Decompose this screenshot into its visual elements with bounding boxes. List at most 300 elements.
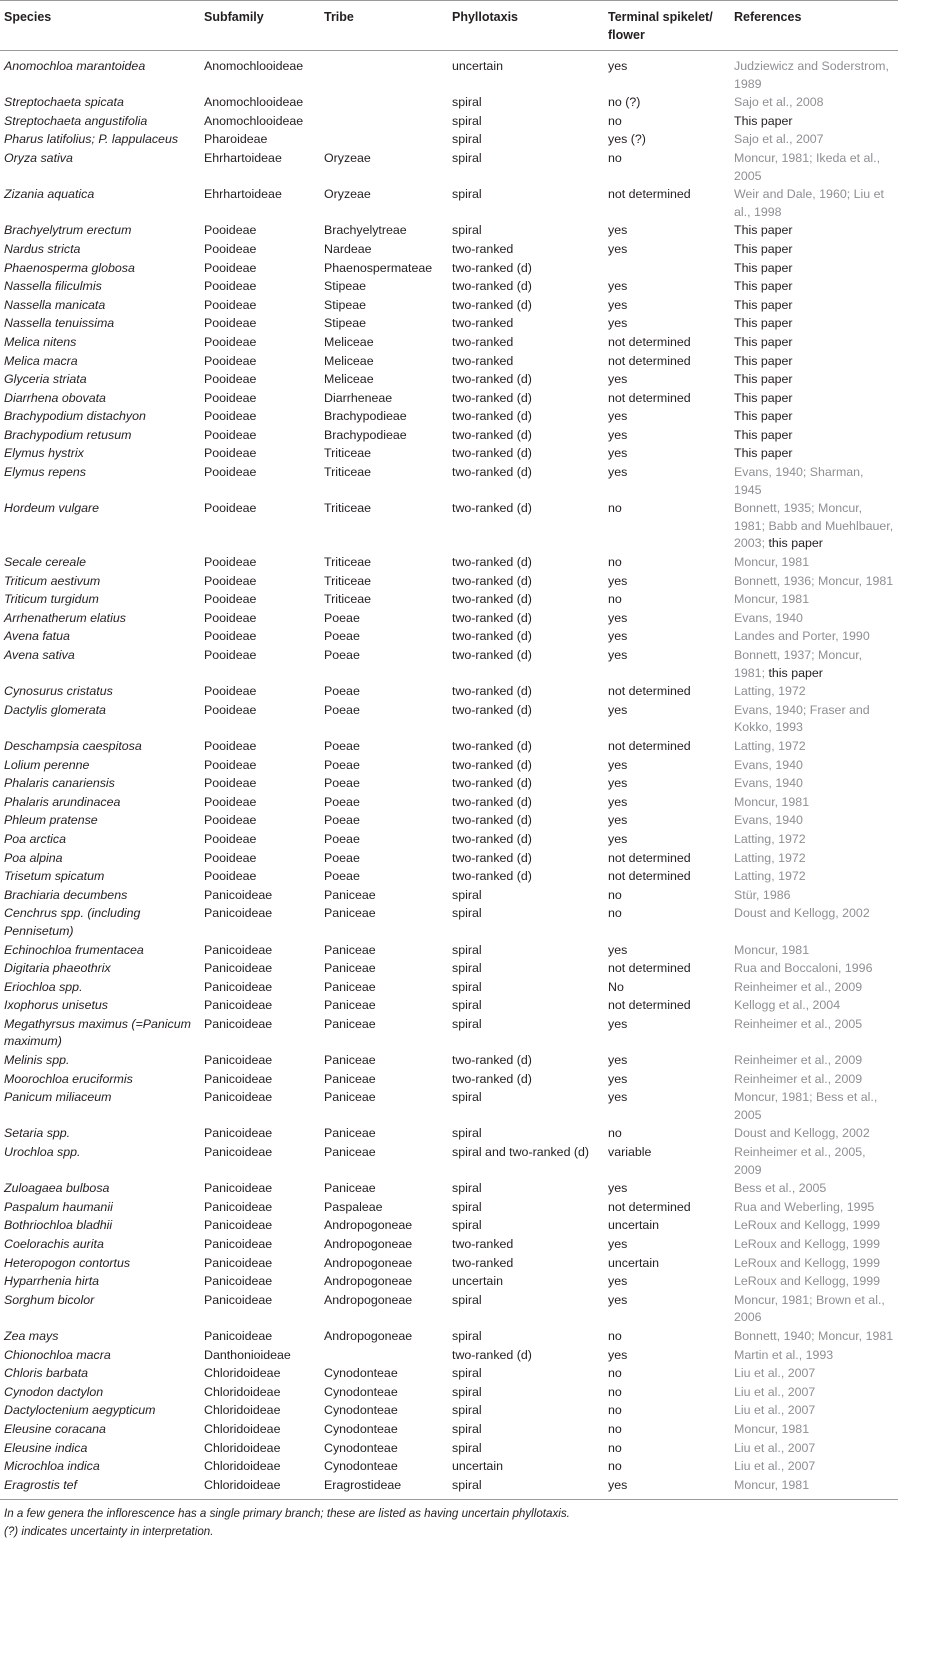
table-row (0, 112, 898, 131)
cell-phyllotaxis: two-ranked (d) (452, 738, 532, 753)
table-row (0, 812, 898, 831)
cell-tribe: Poeae (324, 648, 360, 662)
table-header (0, 1, 898, 51)
cell-subfamily: Pooideae (204, 831, 257, 846)
cell-phyllotaxis: two-ranked (d) (452, 409, 532, 424)
cell-references (730, 1236, 898, 1255)
cell-species: Pharus latifolius; P. lappulaceus (4, 132, 179, 147)
cell-subfamily: Pooideae (204, 334, 257, 349)
cell-terminal-spikelet: yes (608, 446, 628, 461)
cell-references (730, 701, 898, 737)
cell-species: Dactyloctenium aegypticum (4, 1403, 156, 1418)
cell-terminal-spikelet: no (608, 1328, 622, 1343)
cell-subfamily: Pooideae (204, 241, 257, 256)
reference-text: Doust and Kellogg, 2002 (734, 906, 870, 921)
reference-text: Reinheimer et al., 2009 (734, 1053, 863, 1068)
cell-subfamily: Panicoideae (204, 887, 273, 902)
cell-tribe: Paniceae (324, 942, 376, 957)
cell-references (730, 812, 898, 831)
cell-subfamily: Anomochlooideae (204, 113, 304, 128)
cell-tribe: Paniceae (324, 998, 376, 1013)
cell-species: Nardus stricta (4, 241, 81, 256)
cell-tribe: Poeae (324, 629, 360, 644)
cell-species: Brachyelytrum erectum (4, 223, 132, 238)
cell-terminal-spikelet: yes (608, 942, 628, 957)
table-row (0, 1365, 898, 1384)
cell-tribe: Poeae (324, 813, 360, 828)
cell-references (730, 647, 898, 683)
cell-tribe: Brachypodieae (324, 409, 407, 424)
cell-references (730, 500, 898, 554)
cell-references (730, 1439, 898, 1458)
table-row (0, 222, 898, 241)
cell-references (730, 1273, 898, 1292)
cell-terminal-spikelet: yes (608, 1237, 628, 1251)
cell-tribe: Cynodonteae (324, 1384, 398, 1399)
cell-subfamily: Panicoideae (204, 1181, 273, 1196)
cell-phyllotaxis: two-ranked (d) (452, 1053, 532, 1068)
table-row (0, 371, 898, 390)
cell-terminal-spikelet: yes (608, 1347, 628, 1362)
table-row (0, 1180, 898, 1199)
cell-species: Secale cereale (4, 555, 86, 570)
cell-species: Cynodon dactylon (4, 1384, 104, 1399)
table-row (0, 868, 898, 887)
cell-tribe: Meliceae (324, 372, 374, 387)
table-row (0, 1439, 898, 1458)
cell-subfamily: Panicoideae (204, 1255, 273, 1270)
cell-phyllotaxis: spiral (452, 906, 482, 921)
cell-terminal-spikelet: yes (608, 629, 628, 644)
cell-phyllotaxis: spiral (452, 1384, 482, 1399)
table-row (0, 296, 898, 315)
cell-terminal-spikelet: yes (608, 465, 628, 480)
cell-tribe: Cynodonteae (324, 1459, 398, 1474)
table-row (0, 1236, 898, 1255)
cell-phyllotaxis: two-ranked (d) (452, 390, 532, 405)
cell-phyllotaxis: spiral (448, 1476, 604, 1500)
cell-subfamily: Ehrhartoideae (204, 150, 282, 165)
cell-tribe (320, 94, 448, 113)
cell-references (730, 426, 898, 445)
cell-phyllotaxis: spiral (452, 1199, 482, 1214)
reference-text: Liu et al., 2007 (734, 1384, 816, 1399)
table-row (0, 1273, 898, 1292)
header-tribe: Tribe (320, 1, 448, 51)
cell-terminal-spikelet: yes (608, 372, 628, 387)
cell-phyllotaxis: two-ranked (d) (452, 869, 532, 884)
cell-phyllotaxis: two-ranked (d) (452, 372, 532, 387)
reference-this-paper: This paper (734, 334, 793, 349)
cell-references (730, 1476, 898, 1500)
cell-species: Ixophorus unisetus (4, 998, 109, 1013)
cell-tribe: Andropogoneae (324, 1237, 413, 1251)
cell-species: Heteropogon contortus (4, 1255, 131, 1270)
table-row (0, 1420, 898, 1439)
reference-this-paper: This paper (734, 427, 793, 442)
header-phyllotaxis: Phyllotaxis (448, 1, 604, 51)
cell-terminal-spikelet: yes (608, 831, 628, 846)
cell-subfamily: Chloridoideae (204, 1459, 281, 1474)
cell-tribe: Paspaleae (324, 1199, 383, 1214)
cell-tribe: Eragrostideae (320, 1476, 448, 1500)
cell-references (730, 1365, 898, 1384)
cell-phyllotaxis: spiral (452, 113, 482, 128)
cell-phyllotaxis: two-ranked (d) (452, 1347, 532, 1362)
cell-phyllotaxis: two-ranked (d) (452, 850, 532, 865)
cell-tribe: Paniceae (324, 906, 376, 921)
cell-subfamily: Pooideae (204, 629, 257, 644)
cell-references (730, 756, 898, 775)
cell-phyllotaxis: spiral (452, 1016, 482, 1031)
cell-subfamily: Panicoideae (204, 1199, 273, 1214)
cell-subfamily: Pooideae (204, 776, 257, 791)
table-row (0, 886, 898, 905)
table-row (0, 445, 898, 464)
cell-terminal-spikelet: not determined (608, 869, 691, 884)
cell-subfamily: Panicoideae (204, 1237, 273, 1251)
cell-references (730, 112, 898, 131)
cell-references (730, 1089, 898, 1125)
cell-terminal-spikelet: no (?) (608, 95, 641, 110)
cell-tribe: Poeae (324, 869, 360, 884)
cell-species: Brachypodium distachyon (4, 409, 146, 424)
table-row (0, 1125, 898, 1144)
cell-references (730, 1458, 898, 1477)
header-subfamily: Subfamily (200, 1, 320, 51)
cell-terminal-spikelet: yes (608, 1181, 628, 1196)
cell-tribe: Triticeae (324, 592, 372, 607)
reference-text: Judziewicz and Soderstrom, 1989 (734, 59, 889, 91)
cell-terminal-spikelet: no (608, 1403, 622, 1418)
cell-species: Dactylis glomerata (4, 702, 106, 717)
cell-tribe: Cynodonteae (324, 1440, 398, 1455)
reference-text: Moncur, 1981 (734, 1477, 810, 1492)
cell-subfamily: Pooideae (204, 390, 257, 405)
reference-text: Liu et al., 2007 (734, 1403, 816, 1418)
table-note: In a few genera the inflorescence has a single primary branch; these are listed as having uncertain phyllotaxis. (4, 1507, 570, 1521)
cell-phyllotaxis: spiral (452, 1421, 482, 1436)
reference-text: Bonnett, 1936; Moncur, 1981 (734, 573, 894, 588)
table-row (0, 554, 898, 573)
cell-terminal-spikelet: yes (608, 1292, 628, 1307)
cell-subfamily: Pooideae (204, 738, 257, 753)
cell-subfamily: Panicoideae (204, 1071, 273, 1086)
cell-tribe: Triticeae (324, 465, 372, 480)
reference-text: Moncur, 1981 (734, 592, 810, 607)
cell-species: Nassella filiculmis (4, 279, 102, 294)
cell-species: Microchloa indica (4, 1459, 100, 1474)
cell-species: Poa arctica (4, 831, 66, 846)
cell-terminal-spikelet: yes (608, 223, 628, 238)
cell-references (730, 278, 898, 297)
cell-references (730, 849, 898, 868)
cell-references (730, 868, 898, 887)
cell-subfamily: Pooideae (204, 869, 257, 884)
cell-tribe: Phaenospermateae (324, 260, 433, 275)
cell-terminal-spikelet: not determined (608, 850, 691, 865)
reference-this-paper: This paper (734, 372, 793, 387)
cell-tribe: Poeae (324, 702, 360, 717)
cell-phyllotaxis: two-ranked (d) (452, 573, 532, 588)
cell-subfamily: Anomochlooideae (204, 59, 304, 73)
cell-phyllotaxis: spiral (452, 1218, 482, 1233)
cell-species: Arrhenatherum elatius (4, 610, 126, 625)
reference-text: Rua and Boccaloni, 1996 (734, 961, 873, 976)
cell-references (730, 1015, 898, 1051)
cell-phyllotaxis: two-ranked (d) (452, 427, 532, 442)
cell-subfamily: Chloridoideae (204, 1440, 281, 1455)
cell-terminal-spikelet: not determined (608, 187, 691, 202)
cell-phyllotaxis: spiral (452, 961, 482, 976)
cell-phyllotaxis: two-ranked (d) (452, 610, 532, 625)
cell-references (730, 554, 898, 573)
reference-text: Moncur, 1981; Bess et al., 2005 (734, 1090, 878, 1122)
cell-tribe: Nardeae (324, 241, 372, 256)
cell-phyllotaxis: two-ranked (d) (452, 592, 532, 607)
cell-tribe: Paniceae (324, 1071, 376, 1086)
reference-text: Moncur, 1981 (734, 555, 810, 570)
cell-references (730, 1254, 898, 1273)
cell-terminal-spikelet: yes (608, 573, 628, 588)
cell-tribe: Poeae (324, 684, 360, 699)
cell-references (730, 1052, 898, 1071)
cell-phyllotaxis: two-ranked (452, 353, 514, 368)
cell-subfamily: Pooideae (204, 260, 257, 275)
reference-text: Latting, 1972 (734, 684, 806, 699)
table-row (0, 1476, 898, 1500)
reference-this-paper: This paper (734, 113, 793, 128)
reference-text: Reinheimer et al., 2005, 2009 (734, 1145, 866, 1177)
reference-text: Latting, 1972 (734, 850, 806, 865)
table-row (0, 1015, 898, 1051)
cell-subfamily: Pooideae (204, 648, 257, 662)
cell-phyllotaxis: two-ranked (d) (452, 794, 532, 809)
cell-references (730, 978, 898, 997)
cell-references (730, 997, 898, 1016)
cell-tribe: Stipeae (324, 297, 367, 312)
cell-phyllotaxis: spiral and two-ranked (d) (452, 1145, 590, 1160)
cell-terminal-spikelet: variable (608, 1145, 652, 1160)
cell-species: Phleum pratense (4, 813, 98, 828)
cell-species: Zizania aquatica (4, 187, 95, 202)
table-row (0, 94, 898, 113)
cell-references (730, 1346, 898, 1365)
cell-tribe: Paniceae (324, 1090, 376, 1105)
cell-terminal-spikelet: not determined (608, 353, 691, 368)
cell-references (730, 296, 898, 315)
table-row (0, 1254, 898, 1273)
cell-terminal-spikelet: yes (608, 1053, 628, 1068)
cell-phyllotaxis: two-ranked (d) (452, 831, 532, 846)
cell-species: Bothriochloa bladhii (4, 1218, 113, 1233)
cell-terminal-spikelet: yes (608, 757, 628, 772)
cell-tribe: Oryzeae (324, 187, 371, 202)
cell-tribe: Cynodonteae (324, 1403, 398, 1418)
cell-references (730, 905, 898, 941)
cell-subfamily: Pooideae (204, 573, 257, 588)
table-row (0, 51, 898, 94)
cell-tribe: Paniceae (324, 979, 376, 994)
cell-tribe (320, 51, 448, 94)
cell-tribe: Triticeae (324, 573, 372, 588)
cell-terminal-spikelet: yes (608, 776, 628, 791)
cell-terminal-spikelet: yes (608, 1071, 628, 1086)
cell-species: Melica macra (4, 353, 78, 368)
cell-tribe: Stipeae (324, 316, 367, 331)
cell-terminal-spikelet: yes (608, 794, 628, 809)
reference-text: Reinheimer et al., 2009 (734, 979, 863, 994)
table-row (0, 1402, 898, 1421)
cell-subfamily: Pooideae (204, 684, 257, 699)
cell-references (730, 1327, 898, 1346)
cell-terminal-spikelet: no (608, 113, 622, 128)
cell-terminal-spikelet: yes (608, 297, 628, 312)
cell-phyllotaxis: two-ranked (452, 1237, 514, 1251)
table-row (0, 997, 898, 1016)
cell-species: Eragrostis tef (0, 1476, 200, 1500)
cell-subfamily: Panicoideae (204, 998, 273, 1013)
cell-species: Deschampsia caespitosa (4, 738, 142, 753)
cell-subfamily: Panicoideae (204, 961, 273, 976)
cell-tribe: Andropogoneae (324, 1292, 413, 1307)
cell-species: Triticum turgidum (4, 592, 99, 607)
cell-references (730, 371, 898, 390)
table-row (0, 1052, 898, 1071)
cell-species: Zea mays (4, 1328, 59, 1343)
reference-this-paper: This paper (734, 390, 793, 405)
cell-subfamily: Pooideae (204, 501, 257, 516)
cell-tribe: Diarrheneae (324, 390, 393, 405)
table-row (0, 1291, 898, 1327)
cell-phyllotaxis: two-ranked (d) (452, 501, 532, 516)
cell-tribe: Poeae (324, 610, 360, 625)
cell-subfamily: Pooideae (204, 353, 257, 368)
reference-text: Evans, 1940 (734, 813, 803, 828)
cell-references (730, 1291, 898, 1327)
reference-text: Rua and Weberling, 1995 (734, 1199, 875, 1214)
cell-phyllotaxis: spiral (452, 979, 482, 994)
cell-references (730, 1198, 898, 1217)
cell-references (730, 259, 898, 278)
cell-references (730, 1383, 898, 1402)
cell-references (730, 445, 898, 464)
cell-phyllotaxis: spiral (452, 1366, 482, 1381)
cell-species: Glyceria striata (4, 372, 87, 387)
cell-species: Elymus repens (4, 465, 86, 480)
cell-species: Phalaris canariensis (4, 776, 115, 791)
cell-terminal-spikelet: yes (608, 610, 628, 625)
reference-this-paper: This paper (734, 353, 793, 368)
cell-species: Zuloagaea bulbosa (4, 1181, 110, 1196)
table-row (0, 701, 898, 737)
cell-references (730, 1070, 898, 1089)
table-row (0, 1346, 898, 1365)
cell-tribe: Triticeae (324, 446, 372, 461)
cell-phyllotaxis: two-ranked (452, 1255, 514, 1270)
cell-phyllotaxis: spiral (452, 1292, 482, 1307)
cell-tribe: Andropogoneae (324, 1218, 413, 1233)
cell-species: Avena sativa (4, 648, 75, 662)
table-row (0, 572, 898, 591)
cell-phyllotaxis: spiral (452, 998, 482, 1013)
cell-tribe: Cynodonteae (324, 1366, 398, 1381)
cell-references (730, 830, 898, 849)
cell-terminal-spikelet: no (608, 1421, 622, 1436)
cell-references (730, 389, 898, 408)
table-row (0, 793, 898, 812)
cell-species: Melinis spp. (4, 1053, 70, 1068)
cell-subfamily: Pooideae (204, 223, 257, 238)
reference-text: Evans, 1940; Fraser and Kokko, 1993 (734, 702, 870, 735)
reference-text: LeRoux and Kellogg, 1999 (734, 1274, 881, 1289)
table-row (0, 149, 898, 185)
cell-references (730, 222, 898, 241)
cell-subfamily: Pooideae (204, 297, 257, 312)
reference-text: Stür, 1986 (734, 887, 791, 902)
cell-references (730, 464, 898, 500)
cell-tribe: Cynodonteae (324, 1421, 398, 1436)
cell-references (730, 609, 898, 628)
cell-subfamily: Chloridoideae (204, 1421, 281, 1436)
cell-subfamily: Panicoideae (204, 1126, 273, 1141)
reference-this-paper: This paper (734, 409, 793, 424)
reference-text: Evans, 1940; Sharman, 1945 (734, 465, 864, 497)
cell-species: Elymus hystrix (4, 446, 84, 461)
cell-terminal-spikelet: yes (608, 241, 628, 256)
table-row (0, 683, 898, 702)
reference-text: Bonnett, 1940; Moncur, 1981 (734, 1328, 894, 1343)
cell-species: Chionochloa macra (4, 1347, 111, 1362)
table-row (0, 315, 898, 334)
cell-terminal-spikelet: no (608, 501, 622, 516)
cell-phyllotaxis: spiral (452, 1090, 482, 1105)
cell-subfamily: Chloridoideae (200, 1476, 320, 1500)
reference-text: Sajo et al., 2008 (734, 95, 824, 110)
table-row (0, 259, 898, 278)
cell-subfamily: Panicoideae (204, 1292, 273, 1307)
cell-subfamily: Pooideae (204, 279, 257, 294)
cell-terminal-spikelet: no (608, 1459, 622, 1474)
cell-phyllotaxis: two-ranked (d) (452, 757, 532, 772)
cell-terminal-spikelet: not determined (608, 334, 691, 349)
cell-terminal-spikelet: yes (608, 409, 628, 424)
cell-species: Triticum aestivum (4, 573, 101, 588)
cell-references (730, 131, 898, 150)
cell-species: Eleusine coracana (4, 1421, 106, 1436)
cell-phyllotaxis: spiral (452, 942, 482, 957)
cell-species: Cynosurus cristatus (4, 684, 113, 699)
cell-species: Echinochloa frumentacea (4, 942, 144, 957)
cell-species: Eleusine indica (4, 1440, 88, 1455)
table-row (0, 240, 898, 259)
cell-phyllotaxis: two-ranked (d) (452, 279, 532, 294)
reference-text: LeRoux and Kellogg, 1999 (734, 1218, 881, 1233)
cell-species: Phalaris arundinacea (4, 794, 121, 809)
cell-phyllotaxis: spiral (452, 187, 482, 202)
cell-tribe: Paniceae (324, 961, 376, 976)
cell-subfamily: Panicoideae (204, 979, 273, 994)
table-row (0, 426, 898, 445)
reference-this-paper: This paper (734, 241, 793, 256)
cell-species: Hyparrhenia hirta (4, 1274, 100, 1289)
table-row (0, 500, 898, 554)
table-row (0, 1144, 898, 1180)
cell-tribe (320, 131, 448, 150)
cell-subfamily: Panicoideae (204, 906, 273, 921)
reference-text: Moncur, 1981; Ikeda et al., 2005 (734, 150, 881, 183)
cell-references (730, 683, 898, 702)
